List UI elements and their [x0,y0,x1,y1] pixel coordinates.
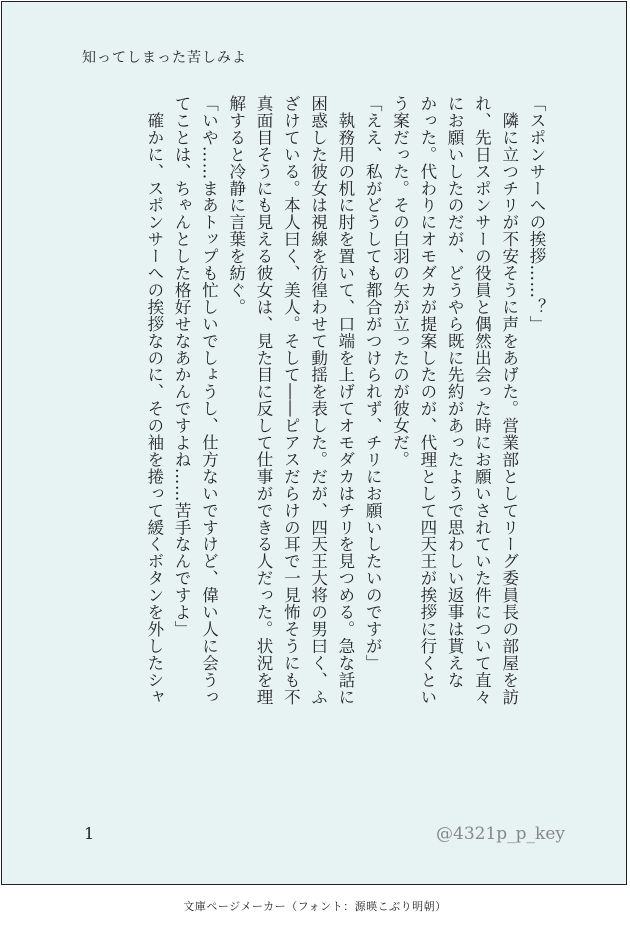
text-line: 執務用の机に肘を置いて、口端を上げてオモダカはチリを見つめる。急な話に [335,95,355,706]
text-line: 真面目そうにも見える彼女は、見た目に反して仕事ができる人だった。状況を理 [254,95,274,706]
author-handle: @4321p_p_key [436,824,565,844]
text-line: 困惑した彼女は視線を彷徨わせて動揺を表した。だが、四天王大将の男曰く、ふ [308,95,328,706]
text-line: 隣に立つチリが不安そうに声をあげた。営業部としてリーグ委員長の部屋を訪 [499,95,519,706]
text-line: 確かに、スポンサーへの挨拶なのに、その袖を捲って緩くボタンを外したシャ [144,95,164,706]
book-page [1,1,627,885]
story-title: 知ってしまった苦しみよ [82,50,247,66]
text-line: てことは、ちゃんとした格好せなあかんですよね……苦手なんですよ」 [172,95,192,638]
text-line: 「スポンサーへの挨拶……？」 [527,95,546,333]
text-line: れ、先日スポンサーの役員と偶然出会った時にお願いされていた件について直々 [472,95,492,706]
text-line: 「ええ、私がどうしても都合がつけられず、チリにお願いしたいのですが」 [363,95,383,672]
footer-credit: 文庫ページメーカー（フォント：源暎こぶり明朝） [183,900,447,913]
text-line: ざけている。本人曰く、美人。そして――ピアスだらけの耳で一見怖そうにも不 [281,95,301,706]
body-text [80,95,550,795]
text-line: にお願いしたのだが、どうやら既に先約があったようで思わしい返事は貰えな [445,95,465,689]
text-line: 解すると冷静に言葉を紡ぐ。 [226,95,246,316]
text-line: かった。代わりにオモダカが提案したのが、代理として四天王が挨拶に行くとい [417,95,437,706]
text-line: う案だった。その白羽の矢が立ったのが彼女だ。 [390,95,410,468]
page-number: 1 [84,824,95,843]
text-line: 「いや……まあトップも忙しいでしょうし、仕方ないですけど、偉い人に会うっ [199,95,219,706]
